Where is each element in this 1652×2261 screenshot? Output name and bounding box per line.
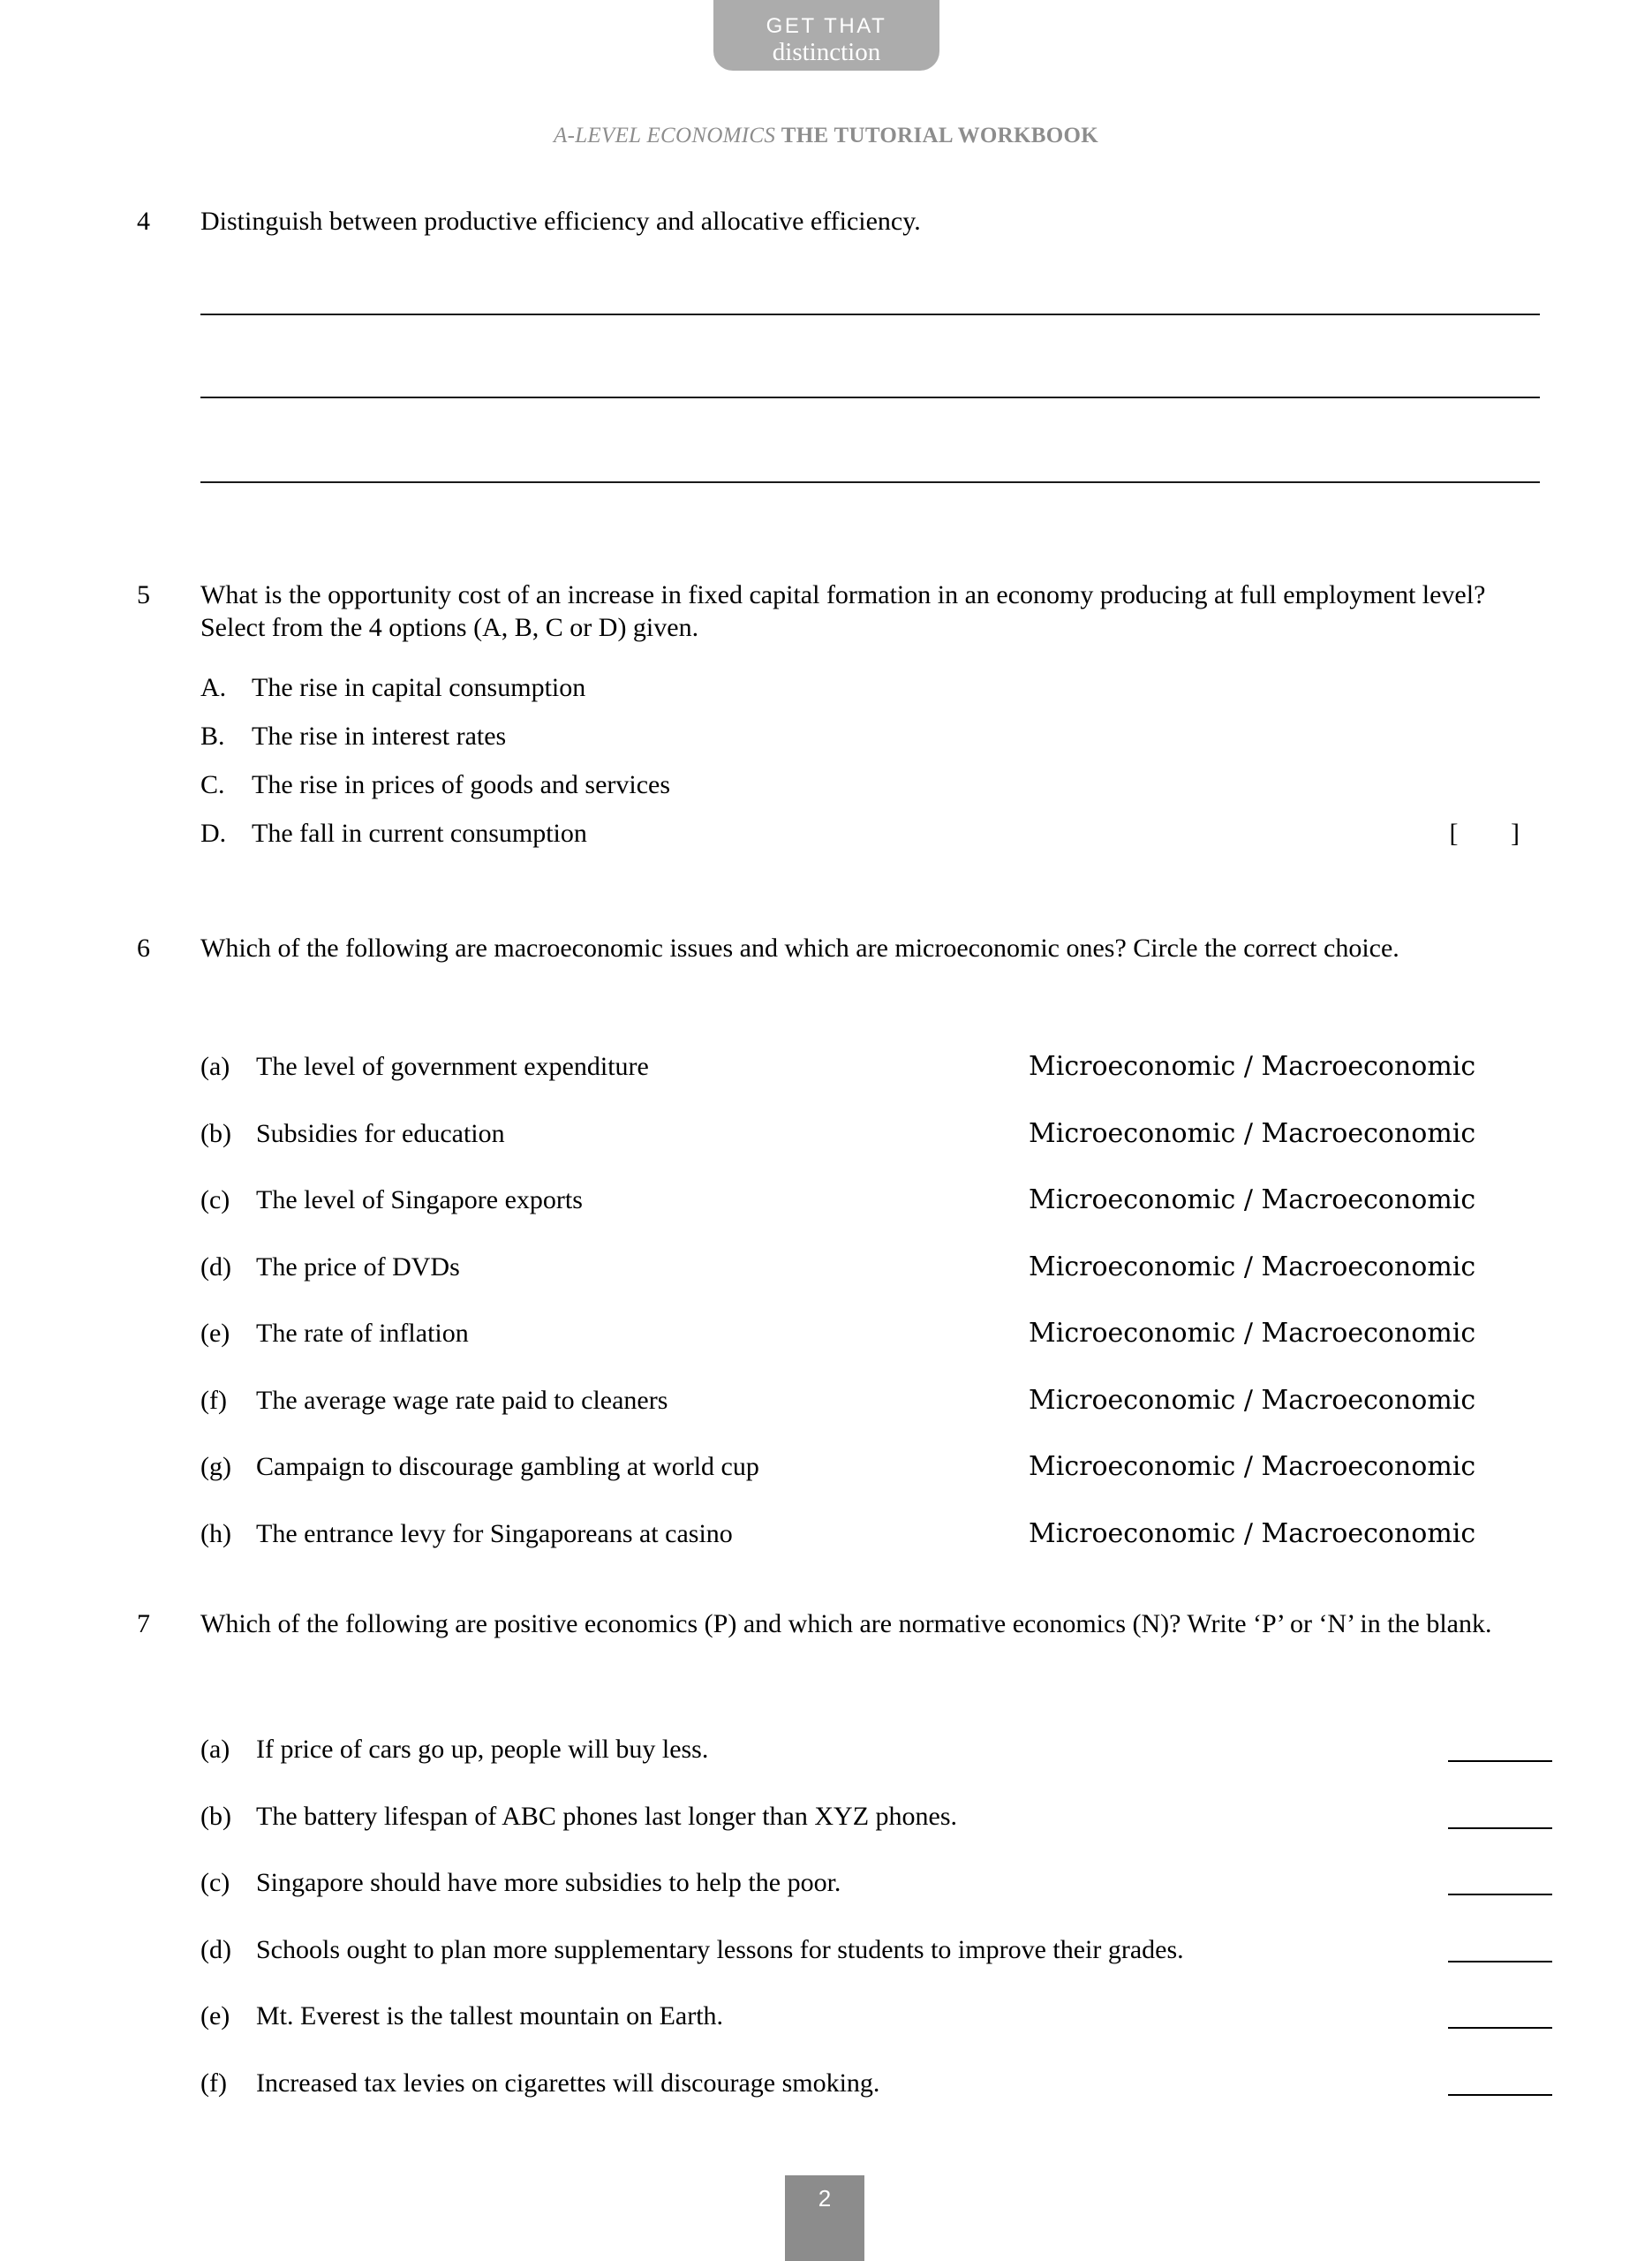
- option-b-letter: B.: [200, 722, 225, 751]
- q7-item-d-label: (d): [200, 1935, 231, 1964]
- q6-item-d-label: (d): [200, 1252, 231, 1282]
- question-6: [137, 932, 1550, 964]
- q6-item-c-text: The level of Singapore exports: [256, 1185, 583, 1214]
- option-a[interactable]: [200, 672, 1543, 704]
- answer-bracket[interactable]: [ ]: [1449, 819, 1543, 848]
- option-c[interactable]: [200, 769, 1543, 801]
- question-7-text: Which of the following are positive economics (P) and which are normative economics (N)? Write ‘P’ or ‘N’ in the blank.: [200, 1609, 1492, 1638]
- page-number: 2: [818, 2185, 832, 2212]
- question-5-number: 5: [137, 580, 150, 609]
- option-c-text: The rise in prices of goods and services: [252, 770, 671, 799]
- q6-item-f-label: (f): [200, 1386, 227, 1415]
- q7-item-c: [200, 1867, 1543, 1899]
- logo-line-get-that: GET THAT: [766, 14, 887, 39]
- q6-item-c-choice[interactable]: Microeconomic / Macroeconomic: [1029, 1184, 1476, 1215]
- q6-item-a-text: The level of government expenditure: [256, 1052, 649, 1081]
- q7-item-a: [200, 1734, 1543, 1766]
- q7-item-e-blank[interactable]: [1448, 2027, 1552, 2029]
- question-6-number: 6: [137, 934, 150, 963]
- answer-line-3[interactable]: [200, 481, 1540, 483]
- question-7-number: 7: [137, 1609, 150, 1638]
- q6-item-b: [200, 1118, 1543, 1150]
- q7-item-a-text: If price of cars go up, people will buy less.: [256, 1735, 709, 1764]
- page-number-box: [785, 2175, 864, 2261]
- logo-line-distinction: distinction: [772, 37, 881, 66]
- q6-item-b-text: Subsidies for education: [256, 1119, 505, 1148]
- q6-item-b-choice[interactable]: Microeconomic / Macroeconomic: [1029, 1118, 1476, 1149]
- q7-item-e-text: Mt. Everest is the tallest mountain on Earth.: [256, 2001, 724, 2030]
- q7-item-c-blank[interactable]: [1448, 1894, 1552, 1895]
- option-a-letter: A.: [200, 673, 227, 702]
- q6-item-e: [200, 1318, 1543, 1350]
- question-6-text: Which of the following are macroeconomic issues and which are microeconomic ones? Circle the correct choice.: [200, 934, 1399, 963]
- question-4-text: Distinguish between productive efficiency and allocative efficiency.: [200, 207, 921, 236]
- running-head-subject: A-LEVEL ECONOMICS: [554, 124, 776, 147]
- q6-item-g-choice[interactable]: Microeconomic / Macroeconomic: [1029, 1451, 1476, 1482]
- option-d-letter: D.: [200, 819, 227, 848]
- q6-item-a-choice[interactable]: Microeconomic / Macroeconomic: [1029, 1051, 1476, 1082]
- question-5-text: What is the opportunity cost of an increase in fixed capital formation in an economy producing at full employment level? Select from the 4 options (A, B, C or D) given.: [200, 580, 1486, 642]
- question-5: [137, 578, 1550, 644]
- q7-item-a-blank[interactable]: [1448, 1760, 1552, 1762]
- q6-item-e-text: The rate of inflation: [256, 1319, 469, 1348]
- option-d[interactable]: [200, 818, 1543, 850]
- q6-item-h-text: The entrance levy for Singaporeans at casino: [256, 1519, 733, 1548]
- option-a-text: The rise in capital consumption: [252, 673, 586, 702]
- q7-item-d-blank[interactable]: [1448, 1961, 1552, 1962]
- running-head-title: THE TUTORIAL WORKBOOK: [781, 124, 1098, 147]
- q6-item-f: [200, 1385, 1543, 1417]
- q6-item-e-label: (e): [200, 1319, 230, 1348]
- answer-line-1[interactable]: [200, 314, 1540, 315]
- q7-item-f-text: Increased tax levies on cigarettes will discourage smoking.: [256, 2068, 880, 2098]
- answer-line-2[interactable]: [200, 397, 1540, 398]
- q6-item-g-text: Campaign to discourage gambling at world cup: [256, 1452, 759, 1481]
- q7-item-c-text: Singapore should have more subsidies to help the poor.: [256, 1868, 841, 1897]
- option-b-text: The rise in interest rates: [252, 722, 507, 751]
- q7-item-d-text: Schools ought to plan more supplementary lessons for students to improve their grades.: [256, 1935, 1184, 1964]
- q7-item-d: [200, 1934, 1543, 1966]
- q6-item-d: [200, 1251, 1543, 1283]
- q7-item-c-label: (c): [200, 1868, 230, 1897]
- q7-item-b-label: (b): [200, 1802, 231, 1831]
- option-c-letter: C.: [200, 770, 225, 799]
- q7-item-a-label: (a): [200, 1735, 230, 1764]
- q7-item-b-blank[interactable]: [1448, 1827, 1552, 1829]
- q6-item-g-label: (g): [200, 1452, 231, 1481]
- option-b[interactable]: [200, 721, 1543, 752]
- q6-item-f-text: The average wage rate paid to cleaners: [256, 1386, 668, 1415]
- q7-item-f-blank[interactable]: [1448, 2094, 1552, 2096]
- q6-item-c: [200, 1184, 1543, 1216]
- q7-item-e: [200, 2000, 1543, 2032]
- q6-item-h-label: (h): [200, 1519, 231, 1548]
- running-head: [0, 124, 1652, 148]
- q6-item-c-label: (c): [200, 1185, 230, 1214]
- q6-item-e-choice[interactable]: Microeconomic / Macroeconomic: [1029, 1318, 1476, 1349]
- question-4-number: 4: [137, 207, 150, 236]
- q6-item-a: [200, 1051, 1543, 1083]
- q6-item-h-choice[interactable]: Microeconomic / Macroeconomic: [1029, 1518, 1476, 1549]
- q6-item-a-label: (a): [200, 1052, 230, 1081]
- q6-item-g: [200, 1451, 1543, 1483]
- q6-item-f-choice[interactable]: Microeconomic / Macroeconomic: [1029, 1385, 1476, 1416]
- q7-item-e-label: (e): [200, 2001, 230, 2030]
- question-7: [137, 1607, 1550, 1640]
- brand-logo-badge: [713, 0, 939, 71]
- q6-item-d-text: The price of DVDs: [256, 1252, 460, 1282]
- q7-item-f: [200, 2068, 1543, 2099]
- q6-item-d-choice[interactable]: Microeconomic / Macroeconomic: [1029, 1251, 1476, 1282]
- question-4: [137, 205, 1550, 238]
- q7-item-b: [200, 1801, 1543, 1833]
- option-d-text: The fall in current consumption: [252, 819, 587, 848]
- q6-item-h: [200, 1518, 1543, 1550]
- q7-item-f-label: (f): [200, 2068, 227, 2098]
- q6-item-b-label: (b): [200, 1119, 231, 1148]
- q7-item-b-text: The battery lifespan of ABC phones last longer than XYZ phones.: [256, 1802, 958, 1831]
